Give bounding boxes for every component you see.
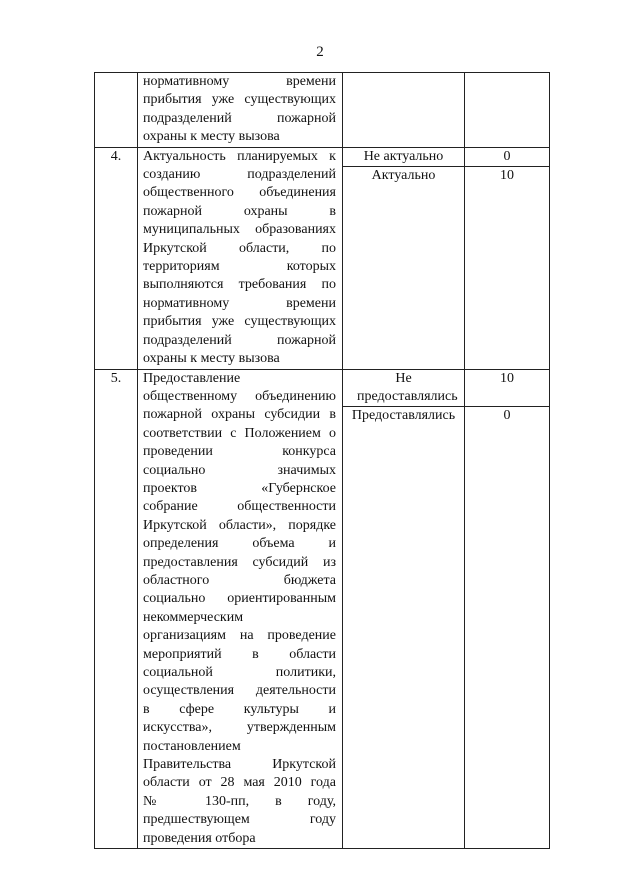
criterion-line: предоставления субсидий из	[143, 554, 336, 570]
options-cell	[343, 369, 465, 849]
option-score: 0	[503, 407, 511, 423]
option-label: Не предоставлялись	[343, 370, 464, 408]
option-label: Актуально	[371, 168, 436, 184]
criterion-line: Иркутской области, по	[143, 240, 336, 256]
criterion-line: социально ориентированным	[143, 591, 336, 607]
criterion-line: области от 28 мая 2010 года	[143, 775, 336, 791]
criterion-line: выполняются требования по	[143, 277, 336, 293]
criterion-line: муниципальных образованиях	[143, 222, 336, 238]
row-number: 4.	[95, 147, 138, 369]
criterion-line: соответствии с Положением о	[143, 425, 336, 441]
criterion-line: определения объема и	[143, 536, 336, 552]
criterion-line: социально значимых	[143, 462, 336, 478]
criterion-line: нормативному времени	[143, 295, 336, 311]
option-label: Не актуально	[343, 148, 464, 167]
criterion-line: нормативному времени	[143, 74, 336, 89]
criterion-line: № 130-пп, в году,	[143, 793, 336, 809]
criterion-line: общественному объединению	[143, 388, 336, 404]
criterion-line: созданию подразделений	[143, 167, 336, 183]
criterion-line: общественного объединения	[143, 185, 336, 201]
option-label: Предоставлялись	[351, 408, 456, 424]
criterion-line: социальной политики,	[143, 665, 336, 680]
scores-cell	[465, 73, 550, 148]
table-row	[95, 73, 550, 148]
table-row	[95, 147, 550, 369]
criterion-text	[138, 73, 343, 148]
criterion-line: предшествующем году	[143, 812, 336, 828]
criterion-text	[138, 147, 343, 369]
options-cell	[343, 73, 465, 148]
criterion-line: областного бюджета	[143, 572, 336, 588]
criterion-line: пожарной охраны в	[143, 203, 336, 219]
criterion-line: прибытия уже существующих	[143, 314, 336, 330]
scores-cell	[465, 369, 550, 849]
criterion-line: охраны к месту вызова	[143, 129, 280, 145]
criterion-line: подразделений пожарной	[143, 110, 336, 126]
criterion-line: проектов «Губернское	[143, 480, 336, 496]
criterion-line: охраны к месту вызова	[143, 351, 280, 367]
criterion-line: в сфере культуры и	[143, 701, 336, 717]
criterion-line: прибытия уже существующих	[143, 92, 336, 108]
criterion-line: искусства», утвержденным	[143, 720, 336, 736]
criterion-line: собрание общественности	[143, 499, 336, 515]
criterion-line: Иркутской области», порядке	[143, 517, 336, 533]
option-score: 10	[500, 167, 514, 183]
criterion-line: организациям на проведение	[143, 628, 336, 644]
scores-cell	[465, 147, 550, 369]
option-score: 10	[465, 370, 549, 407]
criterion-line: проведении конкурса	[143, 444, 336, 460]
criteria-table	[94, 72, 550, 849]
options-cell	[343, 147, 465, 369]
criterion-line: проведения отбора	[143, 830, 256, 846]
criterion-line: Правительства Иркутской	[143, 757, 336, 773]
criterion-line: пожарной охраны субсидии в	[143, 407, 336, 423]
page-number: 2	[316, 44, 324, 60]
criterion-line: постановлением	[143, 738, 241, 754]
table-row	[95, 369, 550, 849]
criterion-text	[138, 369, 343, 849]
criterion-line: мероприятий в области	[143, 646, 336, 662]
criterion-line: Предоставление	[143, 370, 241, 386]
criterion-line: подразделений пожарной	[143, 332, 336, 348]
row-number: 5.	[95, 369, 138, 849]
criterion-line: некоммерческим	[143, 609, 244, 625]
row-number	[95, 73, 138, 148]
criterion-line: осуществления деятельности	[143, 683, 336, 699]
criterion-line: Актуальность планируемых к	[143, 148, 336, 164]
option-score: 0	[465, 148, 549, 167]
criterion-line: территориям которых	[143, 259, 336, 275]
